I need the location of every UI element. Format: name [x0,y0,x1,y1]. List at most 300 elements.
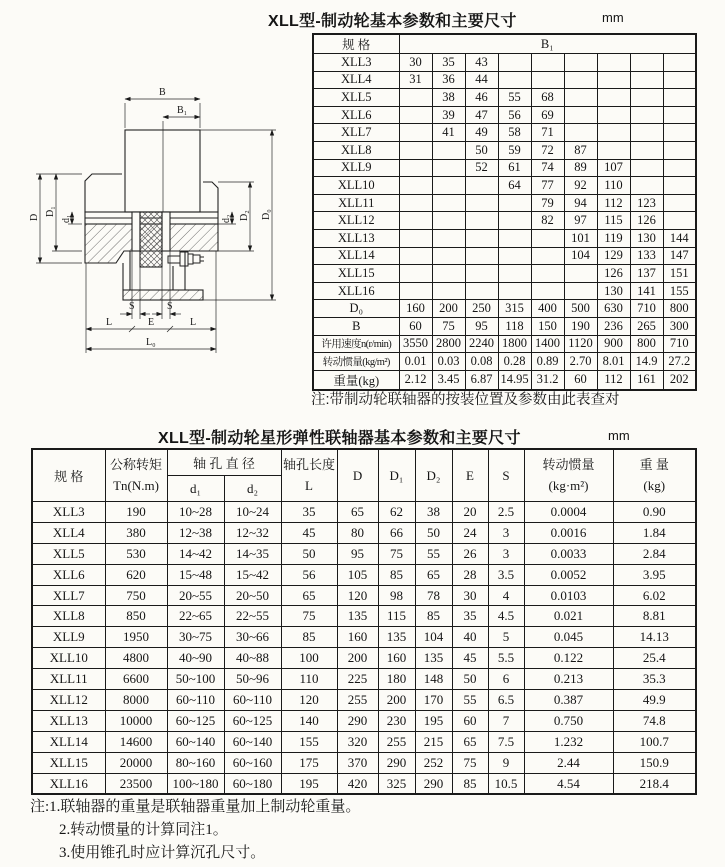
table1-b1-value-cell: 44 [465,71,498,89]
table2-value-cell: 40 [452,627,488,648]
table2-value-cell: 35.3 [613,669,696,690]
table2-value-cell: 290 [378,752,415,773]
table1-b1-value-cell [531,229,564,247]
table2-value-cell: 105 [337,564,378,585]
table2-value-cell: 7 [488,710,524,731]
table2-value-cell: 530 [105,543,167,564]
table1-b1-value-cell: 141 [630,282,663,300]
table1-b1-value-cell [498,71,531,89]
table1-b1-value-cell [399,89,432,107]
table2-spec-cell: XLL14 [32,731,105,752]
table1-b1-value-cell: 126 [630,212,663,230]
table2-value-cell: 0.750 [524,710,613,731]
table1-b1-value-cell [531,247,564,265]
table2-value-cell: 50~100 [167,669,224,690]
table1-b1-value-cell [465,247,498,265]
table1-note: 注:带制动轮联轴器的按装位置及参数由此表查对 [311,392,620,408]
table1-spec-cell: XLL8 [313,141,399,159]
table1-spec-row [313,54,696,72]
table2-data-row [32,648,696,669]
table1-footer-value-cell: 95 [465,317,498,335]
footnote-2: 2.转动惯量的计算同注1。 [59,822,228,838]
table1-b1-value-cell [432,177,465,195]
table2-spec-cell: XLL12 [32,690,105,711]
table1-b1-value-cell [630,177,663,195]
dim-label-D1: D₁ [45,206,56,217]
table1-b1-value-cell [531,265,564,283]
table1-footer-value-cell: 1400 [531,335,564,353]
table1-b1-value-cell [399,141,432,159]
table1-footer-value-cell: 160 [399,300,432,318]
table2-value-cell: 6.02 [613,585,696,606]
table1-b1-value-cell: 38 [432,89,465,107]
table2-data-row [32,690,696,711]
table1-b1-value-cell [465,282,498,300]
table1-b1-value-cell: 61 [498,159,531,177]
table2-value-cell: 135 [415,648,452,669]
table1-b1-value-cell [597,124,630,142]
table2-data-row [32,627,696,648]
table1-b1-value-cell [498,265,531,283]
table1-footer-value-cell: 0.08 [465,353,498,371]
table1-b1-value-cell [399,124,432,142]
table2-header-d2: d₂ [224,476,281,502]
table2-header-row1 [32,449,696,476]
table2-value-cell: 750 [105,585,167,606]
table1-footer-label-cell: 许用速度n(r/min) [313,335,399,353]
table1-footer-value-cell: 0.01 [399,353,432,371]
coupling-table-title: XLL型-制动轮星形弹性联轴器基本参数和主要尺寸 [158,430,521,447]
table1-b1-value-cell: 94 [564,194,597,212]
table2-data-row [32,502,696,523]
table2-value-cell: 225 [337,669,378,690]
table2-header-S: S [488,449,524,502]
table2-value-cell: 100~180 [167,773,224,794]
table2-value-cell: 50~96 [224,669,281,690]
table2-value-cell: 20000 [105,752,167,773]
table1-b1-value-cell [432,141,465,159]
table1-b1-value-cell [399,106,432,124]
table1-b1-value-cell: 151 [663,265,696,283]
coupling-body-outline [85,130,218,300]
table1-b1-value-cell [564,89,597,107]
table2-spec-cell: XLL4 [32,522,105,543]
table2-spec-cell: XLL7 [32,585,105,606]
table1-b1-value-cell: 119 [597,229,630,247]
table1-b1-value-cell [597,106,630,124]
table1-b1-value-cell [531,71,564,89]
table2-value-cell: 320 [337,731,378,752]
table2-value-cell: 230 [378,710,415,731]
table2-value-cell: 65 [281,585,337,606]
table1-footer-value-cell: 800 [663,300,696,318]
table2-value-cell: 60~110 [224,690,281,711]
table2-value-cell: 74.8 [613,710,696,731]
table1-footer-value-cell: 1800 [498,335,531,353]
table1-body [313,54,696,390]
table2-value-cell: 370 [337,752,378,773]
spider-slot-left [132,212,140,251]
table1-footer-value-cell: 1120 [564,335,597,353]
footnote-1: 注:1.联轴器的重量是联轴器重量加上制动轮重量。 [30,799,361,815]
table1-footer-value-cell: 3.45 [432,370,465,390]
table2-value-cell: 28 [452,564,488,585]
table2-value-cell: 1.84 [613,522,696,543]
dim-label-L-left: L [106,317,113,328]
table2-spec-cell: XLL15 [32,752,105,773]
table2-value-cell: 0.021 [524,606,613,627]
table1-footer-value-cell: 710 [630,300,663,318]
table2-header-inertia-unit: (kg·m²) [548,477,589,493]
table1-b1-value-cell: 46 [465,89,498,107]
table1-spec-cell: XLL10 [313,177,399,195]
table2-value-cell: 0.0052 [524,564,613,585]
dim-label-E: E [148,317,155,328]
table1-spec-row [313,71,696,89]
table2-value-cell: 60~125 [167,710,224,731]
table2-value-cell: 120 [337,585,378,606]
table2-value-cell: 60~160 [224,752,281,773]
table2-value-cell: 22~65 [167,606,224,627]
table1-spec-cell: XLL7 [313,124,399,142]
brake-wheel-rim [125,130,200,212]
table2-data-row [32,752,696,773]
table1-footer-row [313,370,696,390]
table1-b1-value-cell: 56 [498,106,531,124]
table1-b1-value-cell [432,265,465,283]
table1-footer-value-cell: 75 [432,317,465,335]
table1-b1-value-cell: 79 [531,194,564,212]
table2-value-cell: 10~28 [167,502,224,523]
table1-footer-value-cell: 315 [498,300,531,318]
table1-b1-value-cell [663,159,696,177]
table2-spec-cell: XLL3 [32,502,105,523]
brake-wheel-table-title: XLL型-制动轮基本参数和主要尺寸 [268,13,517,30]
table1-b1-value-cell: 112 [597,194,630,212]
table1-spec-cell: XLL4 [313,71,399,89]
bolt [168,252,204,266]
table1-b1-value-cell: 50 [465,141,498,159]
table2-value-cell: 65 [452,731,488,752]
table1-footer-value-cell: 3550 [399,335,432,353]
table2-value-cell: 80 [337,522,378,543]
table1-footer-value-cell: 8.01 [597,353,630,371]
table1-b1-value-cell [564,282,597,300]
table2-value-cell: 40~90 [167,648,224,669]
table1-footer-value-cell: 2240 [465,335,498,353]
brake-wheel-bottom-flange [123,290,203,300]
table2-value-cell: 15~42 [224,564,281,585]
table1-footer-value-cell: 2.70 [564,353,597,371]
table2-value-cell: 30~75 [167,627,224,648]
table2-value-cell: 255 [378,731,415,752]
table1-b1-value-cell: 59 [498,141,531,159]
table1-b1-value-cell: 69 [531,106,564,124]
table2-value-cell: 0.0016 [524,522,613,543]
table2-value-cell: 35 [281,502,337,523]
table2-value-cell: 380 [105,522,167,543]
table2-value-cell: 218.4 [613,773,696,794]
table1-b1-value-cell [564,124,597,142]
table1-footer-value-cell: 60 [399,317,432,335]
table1-b1-value-cell [498,229,531,247]
table2-data-row [32,606,696,627]
brake-wheel-table-unit: mm [602,10,624,25]
table1-spec-cell: XLL5 [313,89,399,107]
table1-b1-value-cell: 52 [465,159,498,177]
table1-footer-label-cell: 重量(kg) [313,370,399,390]
table2-value-cell: 60~125 [224,710,281,731]
table1-footer-label-cell: 转动惯量(kg/m²) [313,353,399,371]
table2-value-cell: 3 [488,522,524,543]
table1-b1-value-cell [498,212,531,230]
table2-data-row [32,564,696,585]
table2-value-cell: 10~24 [224,502,281,523]
table1-footer-value-cell: 118 [498,317,531,335]
table1-footer-value-cell: 0.28 [498,353,531,371]
table2-value-cell: 135 [337,606,378,627]
table2-value-cell: 420 [337,773,378,794]
table2-value-cell: 75 [378,543,415,564]
table1-b1-value-cell: 147 [663,247,696,265]
table2-header-inertia-cn: 转动惯量 [542,457,595,473]
table2-value-cell: 0.045 [524,627,613,648]
table2-header-bore-length-cn: 轴孔长度 [283,457,336,473]
table1-spec-cell: XLL6 [313,106,399,124]
table1-footer-value-cell: 265 [630,317,663,335]
table1-b1-value-cell: 43 [465,54,498,72]
table1-b1-value-cell [399,282,432,300]
table2-value-cell: 620 [105,564,167,585]
table1-b1-value-cell [399,229,432,247]
table2-value-cell: 195 [281,773,337,794]
table2-value-cell: 4800 [105,648,167,669]
table1-b1-value-cell: 101 [564,229,597,247]
table2-value-cell: 6.5 [488,690,524,711]
table2-data-row [32,585,696,606]
table1-b1-value-cell [498,282,531,300]
table1-footer-value-cell: 236 [597,317,630,335]
table2-value-cell: 8000 [105,690,167,711]
table2-value-cell: 170 [415,690,452,711]
table2-header-torque-sym: Tn(N.m) [113,477,159,493]
table1-b1-value-cell: 92 [564,177,597,195]
table2-value-cell: 215 [415,731,452,752]
table2-value-cell: 80~160 [167,752,224,773]
table1-footer-value-cell: 31.2 [531,370,564,390]
table1-b1-value-cell: 30 [399,54,432,72]
table1-b1-value-cell: 82 [531,212,564,230]
table2-value-cell: 30 [452,585,488,606]
table2-value-cell: 85 [281,627,337,648]
table2-value-cell: 110 [281,669,337,690]
dim-label-d2: d₂ [221,214,232,223]
table1-b1-value-cell [432,282,465,300]
table1-footer-value-cell: 2.12 [399,370,432,390]
coupling-table-unit: mm [608,428,630,443]
table2-header-weight [613,449,696,502]
table1-spec-row [313,177,696,195]
table2-value-cell: 50 [452,669,488,690]
table1-b1-value-cell [564,265,597,283]
table2-header-D: D [337,449,378,502]
table1-footer-value-cell: 900 [597,335,630,353]
table1-b1-value-cell: 130 [630,229,663,247]
table1-b1-value-cell: 71 [531,124,564,142]
table1-b1-header: B₁ [399,34,696,54]
table2-value-cell: 9 [488,752,524,773]
table1-b1-value-cell [597,54,630,72]
table1-spec-row [313,89,696,107]
table1-b1-value-cell [498,54,531,72]
table2-spec-cell: XLL9 [32,627,105,648]
table1-b1-value-cell [531,54,564,72]
footnote-3: 3.使用锥孔时应计算沉孔尺寸。 [59,845,266,861]
table1-b1-value-cell: 89 [564,159,597,177]
table1-footer-value-cell: 800 [630,335,663,353]
table1-spec-row [313,212,696,230]
table2-value-cell: 85 [415,606,452,627]
table1-b1-value-cell [597,71,630,89]
dim-label-D2: D₂ [239,210,250,221]
table1-footer-value-cell: 14.9 [630,353,663,371]
table2-spec-cell: XLL11 [32,669,105,690]
table2-spec-cell: XLL10 [32,648,105,669]
table1-footer-row [313,335,696,353]
table1-b1-value-cell: 36 [432,71,465,89]
table1-b1-value-cell [630,106,663,124]
table2-spec-cell: XLL6 [32,564,105,585]
table2-value-cell: 195 [415,710,452,731]
table2-value-cell: 150.9 [613,752,696,773]
table1-b1-value-cell: 110 [597,177,630,195]
table2-value-cell: 10000 [105,710,167,731]
table1-spec-cell: XLL11 [313,194,399,212]
table2-value-cell: 38 [415,502,452,523]
table1-b1-value-cell [663,89,696,107]
dim-label-L-right: L [190,317,197,328]
dim-label-S-left: S [129,301,135,312]
table1-b1-value-cell [630,54,663,72]
table2-value-cell: 15~48 [167,564,224,585]
table1-spec-cell: XLL12 [313,212,399,230]
table2-value-cell: 60~180 [224,773,281,794]
table2-header-torque-cn: 公称转矩 [109,457,162,473]
table1-b1-value-cell [399,265,432,283]
table2-value-cell: 155 [281,731,337,752]
table2-value-cell: 2.5 [488,502,524,523]
table2-value-cell: 255 [337,690,378,711]
brake-wheel-dimension-table [312,33,697,391]
table2-value-cell: 78 [415,585,452,606]
right-hub-flange [203,182,218,212]
table2-body [32,502,696,795]
table1-b1-value-cell [465,229,498,247]
table1-b1-value-cell [498,194,531,212]
table1-b1-value-cell: 107 [597,159,630,177]
table1-b1-value-cell [663,106,696,124]
table2-value-cell: 104 [415,627,452,648]
table1-b1-value-cell [630,89,663,107]
coupling-cross-section-diagram [28,55,298,370]
table2-value-cell: 60 [452,710,488,731]
table1-footer-row [313,300,696,318]
table2-value-cell: 190 [105,502,167,523]
table2-value-cell: 60~140 [224,731,281,752]
table2-value-cell: 160 [378,648,415,669]
table1-b1-value-cell [399,159,432,177]
table2-value-cell: 40~88 [224,648,281,669]
table2-value-cell: 290 [337,710,378,731]
table1-spec-row [313,141,696,159]
table1-b1-value-cell [432,247,465,265]
table1-b1-value-cell [663,194,696,212]
table2-value-cell: 14~35 [224,543,281,564]
table2-value-cell: 290 [415,773,452,794]
table2-value-cell: 2.84 [613,543,696,564]
dim-label-D: D [29,213,40,221]
table1-spec-row [313,229,696,247]
table1-footer-value-cell: 200 [432,300,465,318]
table2-value-cell: 65 [415,564,452,585]
table1-b1-value-cell [663,71,696,89]
table2-value-cell: 3.95 [613,564,696,585]
table2-value-cell: 30~66 [224,627,281,648]
table2-spec-cell: XLL16 [32,773,105,794]
table1-footer-value-cell: 0.89 [531,353,564,371]
dim-label-B: B [159,87,166,98]
table2-value-cell: 3.5 [488,564,524,585]
table1-b1-value-cell: 64 [498,177,531,195]
table1-footer-value-cell: 0.03 [432,353,465,371]
table2-value-cell: 75 [281,606,337,627]
table1-footer-value-cell: 60 [564,370,597,390]
table2-value-cell: 6600 [105,669,167,690]
table1-b1-value-cell: 129 [597,247,630,265]
table1-footer-value-cell: 6.87 [465,370,498,390]
table1-b1-value-cell: 104 [564,247,597,265]
table2-value-cell: 26 [452,543,488,564]
table1-b1-value-cell: 115 [597,212,630,230]
table1-b1-value-cell: 68 [531,89,564,107]
table1-b1-value-cell: 87 [564,141,597,159]
table1-spec-header: 规 格 [313,34,399,54]
table1-footer-value-cell: 27.2 [663,353,696,371]
table2-value-cell: 23500 [105,773,167,794]
table2-value-cell: 49.9 [613,690,696,711]
table2-value-cell: 75 [452,752,488,773]
table2-header-bore-length-sym: L [305,477,313,493]
table2-data-row [32,773,696,794]
table1-spec-row [313,124,696,142]
table2-value-cell: 56 [281,564,337,585]
table2-value-cell: 2.44 [524,752,613,773]
table2-value-cell: 22~55 [224,606,281,627]
table1-spec-row [313,247,696,265]
table1-footer-row [313,317,696,335]
table2-value-cell: 62 [378,502,415,523]
table1-footer-value-cell: 112 [597,370,630,390]
table1-b1-value-cell [432,194,465,212]
table2-header-bore-dia: 轴 孔 直 径 [167,449,281,476]
table1-footer-value-cell: 400 [531,300,564,318]
table1-b1-value-cell [465,212,498,230]
table1-b1-value-cell [630,71,663,89]
table2-value-cell: 55 [415,543,452,564]
table1-b1-value-cell: 49 [465,124,498,142]
table1-b1-value-cell: 155 [663,282,696,300]
table1-b1-value-cell [399,247,432,265]
